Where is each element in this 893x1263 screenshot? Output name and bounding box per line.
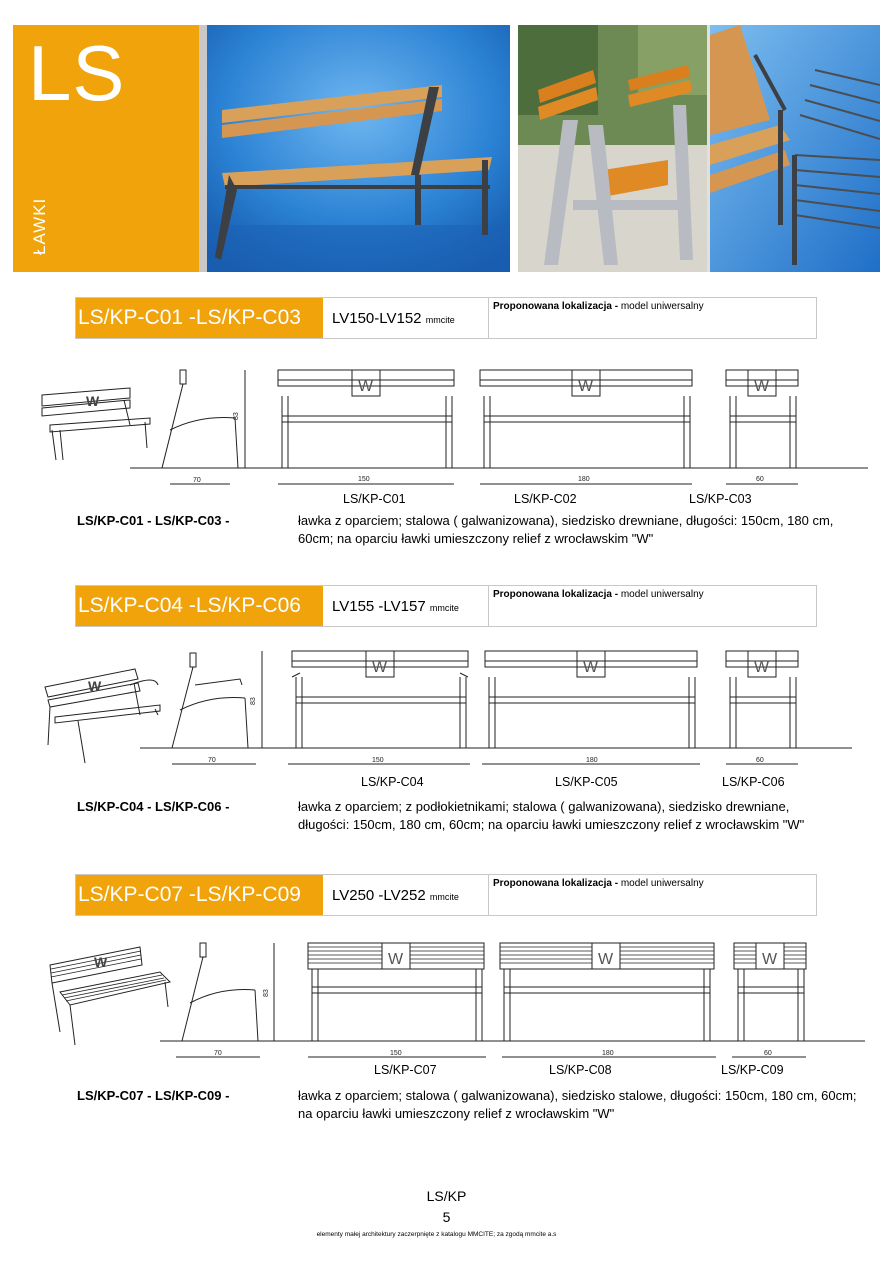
drawing-caption: LS/KP-C01 (343, 492, 406, 506)
svg-text:150: 150 (372, 757, 384, 764)
perspective-drawing (45, 669, 160, 763)
product-code: LV155 -LV157 mmcite (332, 598, 459, 615)
perspective-drawing (50, 947, 170, 1045)
description-label: LS/KP-C07 - LS/KP-C09 - (77, 1088, 230, 1103)
description-text: ławka z oparciem; stalowa ( galwanizowana), siedzisko stalowe, długości: 150cm, 180 cm, 60cm; na oparciu ławki umieszczony relief z wrocławskim "W" (298, 1088, 857, 1121)
category-label: ŁAWKI (30, 197, 49, 255)
svg-text:W: W (358, 378, 374, 395)
description-label: LS/KP-C04 - LS/KP-C06 - (77, 799, 230, 814)
section-title: LS/KP-C07 -LS/KP-C09 (76, 875, 323, 915)
technical-drawing (30, 360, 870, 490)
svg-text:180: 180 (602, 1050, 614, 1057)
svg-text:83: 83 (263, 989, 270, 997)
front-view-180 (500, 943, 716, 1057)
location-box: Proponowana lokalizacja - model uniwersalny (488, 297, 818, 339)
section-title: LS/KP-C01 -LS/KP-C03 (76, 298, 323, 338)
svg-text:150: 150 (390, 1050, 402, 1057)
technical-drawing (30, 645, 870, 775)
drawing-caption: LS/KP-C08 (549, 1063, 612, 1077)
footer-code: LS/KP (426, 1188, 467, 1204)
svg-text:W: W (372, 659, 388, 676)
bench-photo-2 (518, 25, 707, 272)
front-view-150 (288, 651, 470, 764)
svg-text:180: 180 (578, 476, 590, 483)
description-label: LS/KP-C01 - LS/KP-C03 - (77, 513, 230, 528)
drawing-caption: LS/KP-C04 (361, 775, 424, 789)
front-view-60 (732, 943, 806, 1057)
svg-text:70: 70 (208, 757, 216, 764)
section-header (75, 585, 817, 627)
description-text: ławka z oparciem; z podłokietnikami; stalowa ( galwanizowana), siedzisko drewniane, długości: 150cm, 180 cm, 60cm; na oparciu ławki umieszczony relief z wrocławskim "W" (298, 799, 805, 832)
svg-text:83: 83 (250, 697, 257, 705)
svg-text:70: 70 (193, 477, 201, 484)
svg-text:60: 60 (756, 757, 764, 764)
section-header (75, 297, 817, 339)
svg-text:83: 83 (233, 412, 240, 420)
description-text: ławka z oparciem; stalowa ( galwanizowana), siedzisko drewniane, długości: 150cm, 180 cm, 60cm; na oparciu ławki umieszczony relief z wrocławskim "W" (298, 513, 834, 546)
drawing-caption: LS/KP-C09 (721, 1063, 784, 1077)
svg-text:W: W (598, 951, 614, 968)
front-view-60 (726, 651, 798, 764)
svg-text:W: W (578, 378, 594, 395)
svg-text:W: W (762, 951, 778, 968)
svg-text:W: W (754, 378, 770, 395)
svg-text:W: W (388, 951, 404, 968)
brand-label: mmcite (429, 892, 459, 902)
drawing-caption: LS/KP-C07 (374, 1063, 437, 1077)
perspective-drawing (42, 388, 150, 460)
svg-text:W: W (94, 954, 108, 970)
bench-photo-1 (207, 25, 510, 272)
side-view-drawing (140, 651, 262, 764)
photo-divider (199, 25, 207, 272)
page-title: LS (28, 29, 126, 117)
drawing-caption: LS/KP-C06 (722, 775, 785, 789)
section-title: LS/KP-C04 -LS/KP-C06 (76, 586, 323, 626)
section-description (77, 798, 857, 854)
svg-text:180: 180 (586, 757, 598, 764)
location-box: Proponowana lokalizacja - model uniwersalny (488, 874, 818, 916)
brand-label: mmcite (429, 603, 459, 613)
drawing-caption: LS/KP-C05 (555, 775, 618, 789)
svg-text:W: W (88, 678, 102, 694)
side-view-drawing (160, 943, 280, 1057)
front-view-60 (726, 370, 798, 484)
svg-text:150: 150 (358, 476, 370, 483)
side-view-drawing (130, 370, 252, 484)
svg-text:W: W (583, 659, 599, 676)
svg-text:60: 60 (756, 476, 764, 483)
svg-text:60: 60 (764, 1050, 772, 1057)
section-description (77, 512, 857, 552)
front-view-150 (278, 370, 454, 484)
bench-photo-3 (710, 25, 880, 272)
section-header (75, 874, 817, 916)
product-code: LV250 -LV252 mmcite (332, 887, 459, 904)
svg-text:W: W (86, 393, 100, 409)
drawing-caption: LS/KP-C02 (514, 492, 577, 506)
front-view-180 (480, 370, 692, 484)
technical-drawing (30, 937, 870, 1067)
location-box: Proponowana lokalizacja - model uniwersalny (488, 585, 818, 627)
section-description (77, 1087, 857, 1127)
page-number: 5 (442, 1209, 451, 1225)
front-view-150 (308, 943, 486, 1057)
footer-note: elementy małej architektury zaczerpnięte z katalogu MMCITE; za zgodą mmcite a.s (316, 1231, 557, 1238)
brand-label: mmcite (425, 315, 455, 325)
front-view-180 (482, 651, 700, 764)
svg-text:W: W (754, 659, 770, 676)
svg-text:70: 70 (214, 1050, 222, 1057)
product-code: LV150-LV152 mmcite (332, 310, 455, 327)
drawing-caption: LS/KP-C03 (689, 492, 752, 506)
